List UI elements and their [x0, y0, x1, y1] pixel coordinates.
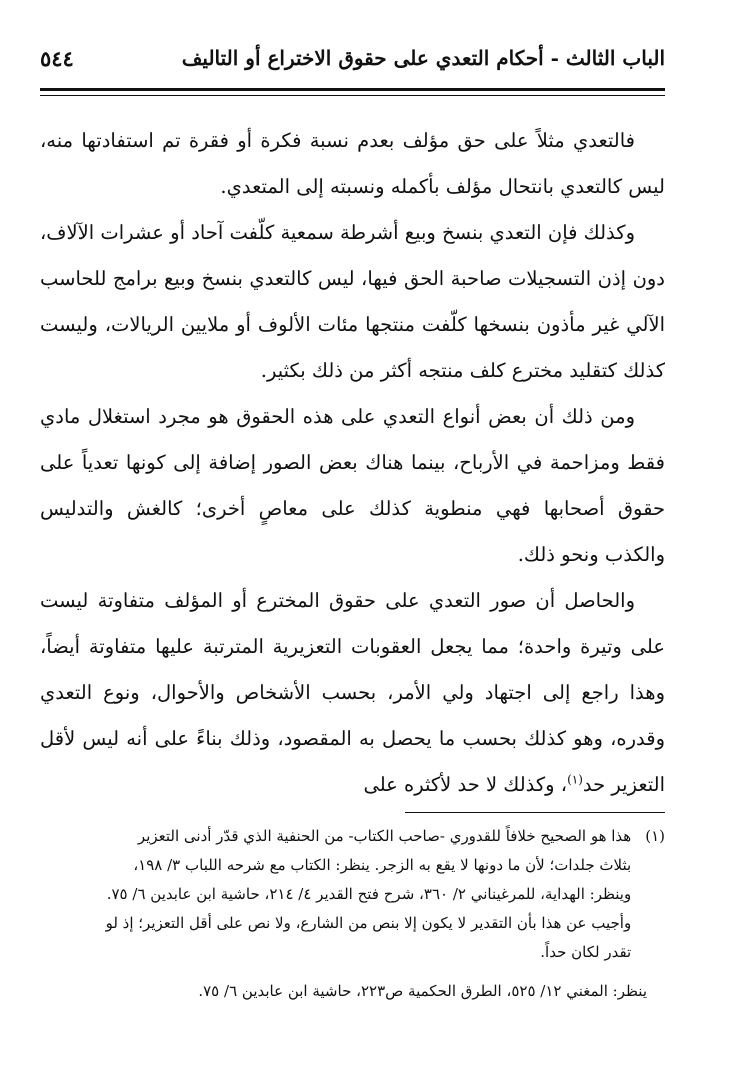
footnote-line: وينظر: الهداية، للمرغيناني ٢/ ٣٦٠، شرح فتح القدير ٤/ ٢١٤، حاشية ابن عابدين ٦/ ٧٥.: [106, 885, 632, 903]
paragraph-text-continued: ، وكذلك لا حد لأكثره على: [363, 773, 568, 796]
page-number: ٥٤٤: [40, 46, 74, 71]
header-rule-thick: [40, 88, 665, 91]
footnotes: [40, 822, 665, 1006]
footnote-marker[interactable]: (١): [567, 772, 583, 787]
running-header: [40, 40, 665, 86]
footnote-line: بثلاث جلدات؛ لأن ما دونها لا يقع به الزجر. ينظر: الكتاب مع شرحه اللباب ٣/ ١٩٨،: [133, 856, 632, 874]
footnote-body: [40, 822, 631, 967]
header-rule-thin: [40, 95, 665, 96]
footnote-line: وأجيب عن هذا بأن التقدير لا يكون إلا بنص من الشارع، ولا نص على أقل التعزير؛ إذ لو: [105, 914, 632, 932]
footnote-line: هذا هو الصحيح خلافاً للقدوري -صاحب الكتاب- من الحنفية الذي قدّر أدنى التعزير: [137, 827, 632, 845]
chapter-title: الباب الثالث - أحكام التعدي على حقوق الاختراع أو التاليف: [181, 46, 665, 70]
paragraph: ومن ذلك أن بعض أنواع التعدي على هذه الحقوق هو مجرد استغلال مادي فقط ومزاحمة في الأرباح، بينما هناك بعض الصور إضافة إلى كونها تعدياً على حقوق أصحابها فهي منطوية كذلك على معاصٍ أخرى؛ كالغش والتدليس والكذب ونحو ذلك.: [40, 405, 665, 566]
footnote-reference: ينظر: المغني ١٢/ ٥٢٥، الطرق الحكمية ص٢٢٣، حاشية ابن عابدين ٦/ ٧٥.: [198, 982, 647, 1000]
paragraph: فالتعدي مثلاً على حق مؤلف بعدم نسبة فكرة أو فقرة تم استفادتها منه، ليس كالتعدي بانتحال مؤلف بأكمله ونسبته إلى المتعدي.: [40, 129, 665, 198]
footnote-line: تقدر لكان حداً.: [540, 943, 632, 961]
footnote-1: [40, 822, 665, 967]
main-text: [40, 118, 665, 808]
paragraph-text: والحاصل أن صور التعدي على حقوق المخترع أو المؤلف متفاوتة ليست على وتيرة واحدة؛ مما يجعل العقوبات التعزيرية المترتبة عليها متفاوتة أيضاً، وهذا راجع إلى اجتهاد ولي الأمر، بحسب الأشخاص والأحوال، ونوع التعدي وقدره، وهو كذلك بحسب ما يحصل به المقصود، وذلك بناءً على أنه ليس لأقل التعزير حد: [40, 589, 665, 796]
footnote-separator: [405, 812, 665, 813]
paragraph-with-note: [40, 578, 665, 808]
paragraph: وكذلك فإن التعدي بنسخ وبيع أشرطة سمعية كلّفت آحاد أو عشرات الآلاف، دون إذن التسجيلات صاحبة الحق فيها، ليس كالتعدي بنسخ وبيع برامج للحاسب الآلي غير مأذون بنسخها كلّفت منتجها مئات الألوف أو ملايين الريالات، وليست كذلك كتقليد مخترع كلف منتجه أكثر من ذلك بكثير.: [40, 221, 665, 382]
footnote-number: (١): [645, 827, 665, 845]
